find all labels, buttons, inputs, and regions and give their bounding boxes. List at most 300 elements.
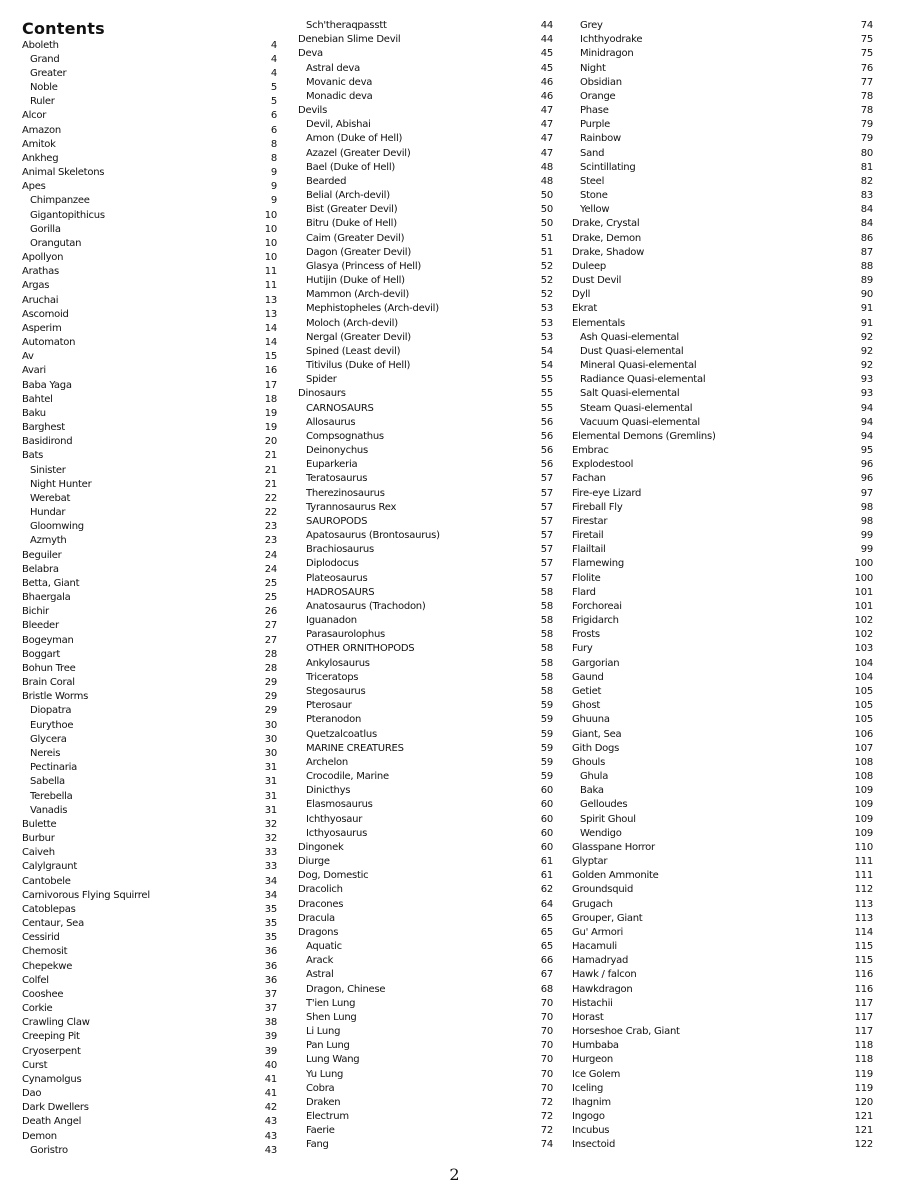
- toc-entry: [22, 478, 277, 492]
- toc-entry: [22, 875, 277, 889]
- toc-entry-name: Salt Quasi-elemental: [580, 388, 680, 400]
- toc-entry: [22, 209, 277, 223]
- toc-entry-name: Orangutan: [30, 237, 82, 249]
- toc-entry: [572, 47, 873, 61]
- toc-entry-name: Dracula: [298, 912, 335, 924]
- toc-entry: [22, 308, 277, 322]
- toc-entry-page: 59: [540, 756, 553, 768]
- toc-entry-name: Hutijin (Duke of Hell): [306, 275, 405, 287]
- toc-entry: [22, 676, 277, 690]
- toc-entry: [22, 761, 277, 775]
- toc-entry-name: Dust Quasi-elemental: [580, 345, 684, 357]
- toc-entry: [572, 90, 873, 104]
- toc-entry-page: 58: [540, 629, 553, 641]
- toc-entry-name: Fire-eye Lizard: [572, 487, 642, 499]
- toc-entry-name: Ruler: [30, 96, 55, 108]
- toc-entry-page: 21: [264, 450, 277, 462]
- toc-entry: [298, 713, 553, 727]
- toc-entry-name: Ihagnim: [572, 1096, 611, 1108]
- toc-entry-page: 61: [540, 870, 553, 882]
- toc-entry: [22, 704, 277, 718]
- toc-entry-page: 31: [264, 776, 277, 788]
- toc-entry-name: Sand: [580, 147, 605, 159]
- toc-entry-name: Glasspane Horror: [572, 841, 655, 853]
- toc-entry-page: 10: [264, 223, 277, 235]
- toc-entry: [22, 1101, 277, 1115]
- toc-entry: [298, 331, 553, 345]
- toc-entry: [572, 784, 873, 798]
- toc-entry-name: Chepekwe: [22, 960, 73, 972]
- toc-entry-page: 74: [860, 20, 873, 31]
- toc-entry-name: Amazon: [22, 124, 61, 136]
- toc-entry: [22, 294, 277, 308]
- toc-entry-page: 28: [264, 662, 277, 674]
- toc-entry-page: 115: [854, 941, 873, 953]
- toc-entry-page: 47: [540, 105, 553, 117]
- toc-entry: [298, 33, 553, 47]
- toc-entry-page: 35: [264, 932, 277, 944]
- toc-entry-page: 48: [540, 175, 553, 187]
- toc-entry-page: 56: [540, 459, 553, 471]
- toc-entry-page: 16: [264, 365, 277, 377]
- toc-entry-page: 47: [540, 147, 553, 159]
- toc-entry: [22, 336, 277, 350]
- toc-entry-name: Ice Golem: [572, 1068, 621, 1080]
- toc-entry-name: Glyptar: [572, 856, 608, 868]
- toc-entry-name: Demon: [22, 1130, 57, 1142]
- toc-entry: [572, 1011, 873, 1025]
- toc-entry: [572, 841, 873, 855]
- toc-entry-page: 65: [540, 912, 553, 924]
- toc-entry-page: 79: [860, 119, 873, 131]
- toc-entry-name: Apatosaurus (Brontosaurus): [306, 530, 440, 542]
- toc-entry: [22, 591, 277, 605]
- toc-entry-page: 34: [264, 889, 277, 901]
- toc-entry-page: 43: [264, 1116, 277, 1128]
- toc-entry-name: Azazel (Greater Devil): [306, 147, 411, 159]
- toc-entry: [298, 387, 553, 401]
- toc-entry-name: Aboleth: [22, 39, 59, 51]
- toc-entry: [298, 1082, 553, 1096]
- toc-entry: [572, 954, 873, 968]
- toc-entry-page: 101: [854, 586, 873, 598]
- toc-entry-name: Insectoid: [572, 1139, 616, 1151]
- toc-entry: [572, 1138, 873, 1152]
- toc-entry-page: 8: [270, 152, 277, 164]
- toc-entry: [298, 813, 553, 827]
- toc-entry-name: Anatosaurus (Trachodon): [306, 600, 426, 612]
- toc-entry: [572, 274, 873, 288]
- toc-entry-name: Li Lung: [306, 1026, 341, 1038]
- toc-entry-name: OTHER ORNITHOPODS: [306, 643, 415, 655]
- toc-entry-page: 70: [540, 1026, 553, 1038]
- toc-entry-name: Azmyth: [30, 535, 67, 547]
- toc-entry: [298, 742, 553, 756]
- toc-entry: [298, 345, 553, 359]
- toc-entry-name: Goristro: [30, 1144, 68, 1156]
- toc-entry-page: 99: [860, 530, 873, 542]
- toc-entry-name: Gloomwing: [30, 521, 84, 533]
- toc-entry: [298, 1096, 553, 1110]
- toc-entry-name: Steel: [580, 175, 605, 187]
- toc-entry-name: Drake, Crystal: [572, 218, 640, 230]
- toc-entry-name: Embrac: [572, 445, 609, 457]
- toc-entry-page: 28: [264, 648, 277, 660]
- toc-entry: [572, 345, 873, 359]
- toc-entry-name: Alcor: [22, 110, 47, 122]
- toc-entry-name: Bogeyman: [22, 634, 74, 646]
- toc-entry: [22, 124, 277, 138]
- toc-entry: [298, 373, 553, 387]
- toc-entry-name: Noble: [30, 82, 58, 93]
- toc-entry-name: Belabra: [22, 563, 59, 575]
- toc-entry-page: 98: [860, 501, 873, 513]
- toc-entry-name: Deinonychus: [306, 445, 368, 457]
- toc-entry-name: Mineral Quasi-elemental: [580, 360, 697, 372]
- toc-entry: [572, 1025, 873, 1039]
- toc-entry-name: Quetzalcoatlus: [306, 728, 377, 740]
- toc-entry-name: Boggart: [22, 648, 61, 660]
- toc-entry-page: 84: [860, 218, 873, 230]
- toc-entry-page: 55: [540, 374, 553, 386]
- toc-entry-name: Crawling Claw: [22, 1017, 90, 1029]
- toc-entry-page: 35: [264, 918, 277, 930]
- toc-entry-page: 62: [540, 884, 553, 896]
- toc-entry-page: 5: [270, 96, 277, 108]
- toc-entry: [22, 960, 277, 974]
- toc-entry: [298, 62, 553, 76]
- toc-entry: [298, 614, 553, 628]
- toc-entry: [298, 827, 553, 841]
- toc-entry: [22, 549, 277, 563]
- toc-entry-page: 74: [540, 1139, 553, 1151]
- toc-entry: [572, 19, 873, 33]
- toc-entry-page: 34: [264, 875, 277, 887]
- toc-entry: [572, 813, 873, 827]
- toc-entry-page: 23: [264, 535, 277, 547]
- toc-entry-name: Bael (Duke of Hell): [306, 161, 395, 173]
- toc-entry-name: MARINE CREATURES: [306, 742, 404, 754]
- toc-entry-page: 57: [540, 501, 553, 513]
- toc-entry-page: 94: [860, 416, 873, 428]
- toc-entry: [22, 350, 277, 364]
- toc-entry-name: Cryoserpent: [22, 1045, 81, 1057]
- toc-entry-name: Hundar: [30, 507, 66, 519]
- toc-entry-name: Monadic deva: [306, 90, 373, 102]
- toc-entry: [22, 449, 277, 463]
- toc-entry-name: Vacuum Quasi-elemental: [580, 416, 700, 428]
- toc-entry-page: 119: [854, 1082, 873, 1094]
- toc-entry-page: 33: [264, 861, 277, 873]
- toc-entry: [572, 628, 873, 642]
- toc-entry-page: 82: [860, 175, 873, 187]
- toc-entry-page: 70: [540, 1068, 553, 1080]
- toc-entry-page: 50: [540, 204, 553, 216]
- toc-entry-page: 8: [270, 138, 277, 150]
- toc-entry-page: 100: [854, 572, 873, 584]
- toc-entry-name: Bohun Tree: [22, 662, 76, 674]
- toc-entry: [22, 1059, 277, 1073]
- toc-entry-name: Bristle Worms: [22, 691, 89, 703]
- toc-entry: [298, 203, 553, 217]
- toc-entry: [572, 572, 873, 586]
- toc-entry-name: Hamadryad: [572, 955, 629, 967]
- toc-entry-page: 37: [264, 988, 277, 1000]
- toc-entry-name: Ghula: [580, 771, 609, 782]
- toc-entry-page: 109: [854, 827, 873, 839]
- toc-entry: [22, 67, 277, 81]
- toc-entry-page: 24: [264, 549, 277, 561]
- toc-entry-page: 118: [854, 1054, 873, 1066]
- toc-entry-name: Icthyosaurus: [306, 827, 368, 839]
- toc-entry: [572, 1053, 873, 1067]
- toc-entry-page: 115: [854, 955, 873, 967]
- toc-entry-page: 60: [540, 813, 553, 825]
- toc-entry-name: Caiveh: [22, 847, 55, 859]
- toc-entry-page: 36: [264, 974, 277, 986]
- toc-entry-name: Dragon, Chinese: [306, 983, 386, 995]
- toc-entry: [22, 804, 277, 818]
- toc-entry: [572, 713, 873, 727]
- toc-entry-page: 76: [860, 62, 873, 74]
- toc-entry-page: 5: [270, 82, 277, 93]
- toc-entry-page: 70: [540, 997, 553, 1009]
- toc-entry-page: 80: [860, 147, 873, 159]
- toc-entry-name: Compsognathus: [306, 430, 384, 442]
- toc-entry-name: Aruchai: [22, 294, 59, 306]
- toc-entry: [572, 968, 873, 982]
- toc-entry-page: 57: [540, 544, 553, 556]
- toc-entry: [298, 288, 553, 302]
- toc-entry-name: Nereis: [30, 748, 61, 759]
- toc-entry-page: 60: [540, 799, 553, 811]
- toc-entry: [22, 180, 277, 194]
- toc-entry-page: 117: [854, 997, 873, 1009]
- toc-entry-name: Astral: [306, 969, 334, 981]
- toc-entry-page: 10: [264, 237, 277, 249]
- toc-entry: [22, 1144, 277, 1158]
- toc-entry-page: 88: [860, 260, 873, 272]
- toc-entry: [22, 931, 277, 945]
- toc-entry-name: Caim (Greater Devil): [306, 232, 405, 244]
- toc-entry-name: Plateosaurus: [306, 572, 368, 584]
- toc-entry: [298, 756, 553, 770]
- toc-entry-page: 105: [854, 685, 873, 697]
- toc-entry-page: 54: [540, 360, 553, 372]
- toc-entry: [572, 104, 873, 118]
- toc-entry-name: Hawk / falcon: [572, 969, 637, 981]
- toc-entry: [22, 95, 277, 109]
- toc-entry-page: 50: [540, 218, 553, 230]
- toc-entry: [298, 997, 553, 1011]
- toc-entry-name: Belial (Arch-devil): [306, 190, 390, 202]
- toc-entry-name: Elementals: [572, 317, 626, 329]
- toc-entry: [298, 855, 553, 869]
- toc-entry-page: 122: [854, 1139, 873, 1151]
- toc-entry: [572, 940, 873, 954]
- toc-entry: [22, 393, 277, 407]
- toc-entry-name: Arack: [306, 955, 334, 967]
- toc-entry-page: 44: [540, 20, 553, 31]
- toc-entry: [572, 614, 873, 628]
- toc-entry-name: Fury: [572, 643, 593, 655]
- toc-entry-page: 30: [264, 733, 277, 745]
- toc-entry-name: Ichthyodrake: [580, 34, 643, 46]
- toc-entry-name: Sch'theraqpasstt: [306, 20, 387, 31]
- toc-entry: [298, 19, 553, 33]
- toc-entry-name: Dao: [22, 1088, 42, 1100]
- toc-entry: [298, 302, 553, 316]
- toc-entry-page: 56: [540, 416, 553, 428]
- toc-entry-name: Ghouls: [572, 756, 606, 768]
- toc-entry-name: Diurge: [298, 856, 330, 868]
- toc-entry-name: Asperim: [22, 322, 62, 334]
- toc-entry-page: 59: [540, 742, 553, 754]
- toc-entry: [572, 1096, 873, 1110]
- toc-entry-name: Bulette: [22, 818, 57, 830]
- toc-entry-name: Orange: [580, 90, 616, 102]
- toc-entry-name: Diplodocus: [306, 558, 359, 570]
- toc-entry: [298, 628, 553, 642]
- toc-entry: [572, 232, 873, 246]
- toc-entry-name: Triceratops: [306, 671, 359, 683]
- toc-entry-page: 21: [264, 478, 277, 490]
- toc-entry-name: Bahtel: [22, 393, 53, 405]
- toc-entry-page: 21: [264, 464, 277, 476]
- toc-entry-name: HADROSAURS: [306, 586, 375, 598]
- toc-entry: [22, 662, 277, 676]
- toc-entry: [22, 775, 277, 789]
- toc-entry-page: 98: [860, 515, 873, 527]
- toc-entry-name: Cessirid: [22, 932, 60, 944]
- toc-entry-page: 19: [264, 407, 277, 419]
- toc-entry-name: Dragons: [298, 926, 339, 938]
- toc-entry-page: 95: [860, 445, 873, 457]
- toc-entry-page: 108: [854, 771, 873, 782]
- toc-entry-page: 107: [854, 742, 873, 754]
- toc-entry-name: Moloch (Arch-devil): [306, 317, 398, 329]
- toc-entry-page: 45: [540, 48, 553, 60]
- toc-entry-page: 109: [854, 813, 873, 825]
- toc-entry-name: Chimpanzee: [30, 195, 90, 207]
- toc-entry-name: Creeping Pit: [22, 1031, 80, 1043]
- toc-entry-name: Bats: [22, 450, 44, 462]
- toc-entry-page: 75: [860, 34, 873, 46]
- toc-entry-name: SAUROPODS: [306, 515, 368, 527]
- toc-entry: [22, 563, 277, 577]
- toc-entry-page: 29: [264, 705, 277, 717]
- toc-entry-page: 70: [540, 1054, 553, 1066]
- toc-entry-page: 70: [540, 1082, 553, 1094]
- toc-entry: [572, 76, 873, 90]
- toc-entry-page: 39: [264, 1045, 277, 1057]
- toc-entry-page: 36: [264, 946, 277, 958]
- toc-entry: [22, 577, 277, 591]
- toc-entry-page: 41: [264, 1088, 277, 1100]
- toc-entry-name: Cooshee: [22, 988, 64, 1000]
- toc-entry-name: Dingonek: [298, 841, 344, 853]
- toc-entry: [22, 1130, 277, 1144]
- toc-entry: [572, 416, 873, 430]
- toc-entry-page: 46: [540, 90, 553, 102]
- toc-entry-name: Dinicthys: [306, 785, 351, 797]
- toc-entry-name: Grand: [30, 53, 60, 65]
- toc-entry-name: Elemental Demons (Gremlins): [572, 430, 716, 442]
- toc-entry: [298, 416, 553, 430]
- toc-entry: [572, 1124, 873, 1138]
- toc-entry-page: 52: [540, 260, 553, 272]
- toc-entry-name: Ankheg: [22, 152, 59, 164]
- toc-entry-name: Euparkeria: [306, 459, 358, 471]
- toc-entry-page: 103: [854, 643, 873, 655]
- toc-entry-name: Greater: [30, 67, 67, 79]
- toc-entry: [572, 557, 873, 571]
- toc-entry: [22, 1016, 277, 1030]
- toc-entry-page: 58: [540, 685, 553, 697]
- toc-entry: [22, 152, 277, 166]
- toc-entry: [572, 855, 873, 869]
- toc-entry-name: Spider: [306, 374, 337, 386]
- toc-entry: [572, 331, 873, 345]
- toc-entry-page: 111: [854, 870, 873, 882]
- toc-entry: [22, 1002, 277, 1016]
- toc-entry: [22, 506, 277, 520]
- toc-entry: [22, 1115, 277, 1129]
- toc-entry: [572, 983, 873, 997]
- toc-entry-name: Elasmosaurus: [306, 799, 373, 811]
- toc-entry-name: Colfel: [22, 974, 49, 986]
- toc-entry-page: 83: [860, 190, 873, 202]
- toc-entry-page: 60: [540, 841, 553, 853]
- toc-entry: [298, 600, 553, 614]
- toc-entry: [298, 728, 553, 742]
- toc-entry-page: 56: [540, 430, 553, 442]
- toc-entry-page: 93: [860, 374, 873, 386]
- toc-entry-page: 60: [540, 827, 553, 839]
- toc-entry: [22, 747, 277, 761]
- toc-entry-page: 109: [854, 799, 873, 811]
- toc-entry-page: 14: [264, 337, 277, 349]
- toc-entry: [22, 945, 277, 959]
- toc-entry-name: Brachiosaurus: [306, 544, 374, 556]
- toc-entry-page: 4: [270, 67, 277, 79]
- toc-entry-page: 51: [540, 246, 553, 258]
- toc-entry-page: 13: [264, 294, 277, 306]
- toc-entry-page: 61: [540, 856, 553, 868]
- toc-entry-name: Drake, Shadow: [572, 246, 645, 258]
- toc-entry-name: Horast: [572, 1011, 604, 1023]
- toc-entry: [572, 260, 873, 274]
- toc-entry-page: 6: [270, 110, 277, 122]
- toc-entry: [22, 364, 277, 378]
- toc-entry-page: 58: [540, 657, 553, 669]
- toc-entry: [572, 62, 873, 76]
- toc-entry-page: 47: [540, 133, 553, 145]
- toc-entry-page: 55: [540, 402, 553, 414]
- toc-entry-page: 10: [264, 209, 277, 221]
- toc-entry-name: Cobra: [306, 1082, 335, 1094]
- toc-entry: [298, 458, 553, 472]
- toc-entry-page: 47: [540, 119, 553, 131]
- toc-entry: [298, 515, 553, 529]
- toc-entry-name: Devil, Abishai: [306, 119, 371, 131]
- toc-entry-page: 33: [264, 847, 277, 859]
- toc-entry-page: 6: [270, 124, 277, 136]
- toc-entry-page: 52: [540, 275, 553, 287]
- toc-entry: [298, 543, 553, 557]
- toc-entry: [572, 161, 873, 175]
- toc-entry-page: 106: [854, 728, 873, 740]
